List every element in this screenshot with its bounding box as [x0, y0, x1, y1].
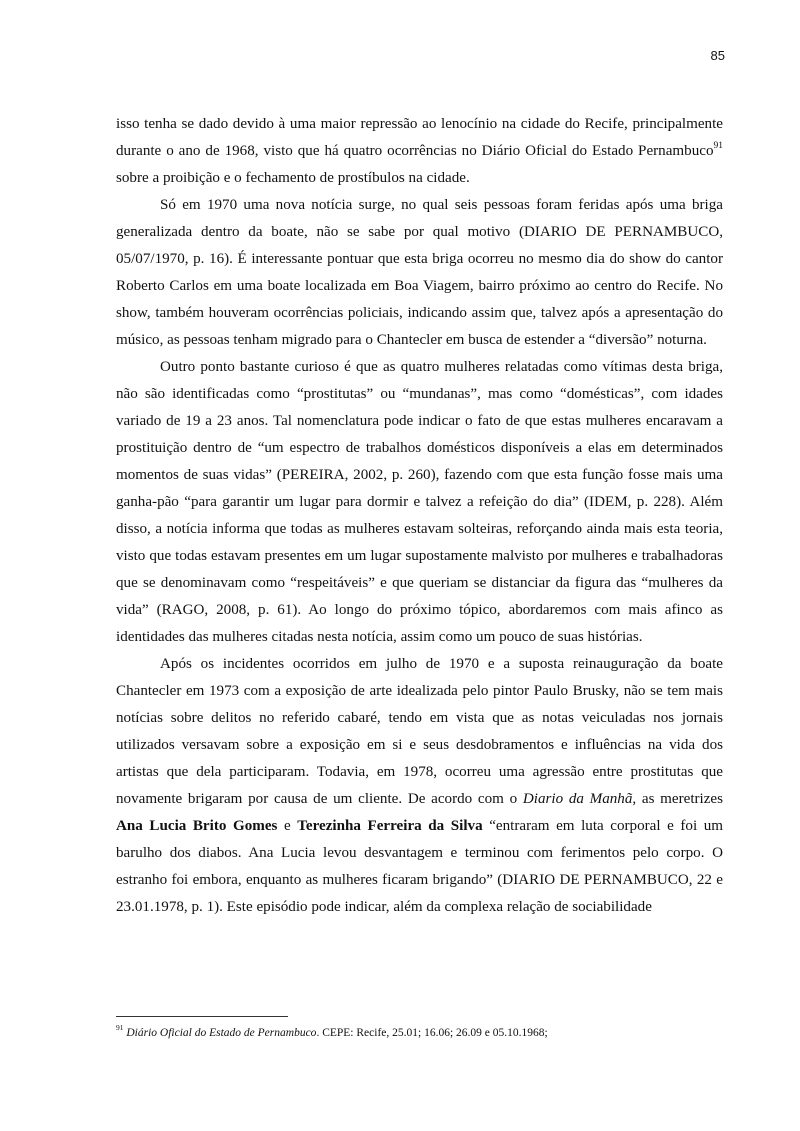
footnote-91 [116, 1023, 723, 1041]
footnote-separator [116, 1016, 288, 1017]
paragraph-3: Outro ponto bastante curioso é que as quatro mulheres relatadas como vítimas desta briga, não são identificadas como “prostitutas” ou “mundanas”, mas como “domésticas”, com idades variado de 19 a 23 anos. Tal nomenclatura pode indicar o fato de que estas mulheres encaravam a prostituição dentro de “um espectro de trabalhos domésticos disponíveis a elas em determinados momentos de suas vidas” (PEREIRA, 2002, p. 260), fazendo com que esta função fosse mais uma ganha-pão “para garantir um lugar para dormir e talvez a refeição do dia” (IDEM, p. 228). Além disso, a notícia informa que todas as mulheres estavam solteiras, reforçando ainda mais esta teoria, visto que todas estavam presentes em um lugar supostamente malvisto por mulheres e trabalhadoras que se denominavam como “respeitáveis” e que queriam se distanciar da figura das “mulheres da vida” (RAGO, 2008, p. 61). Ao longo do próximo tópico, abordaremos com mais afinco as identidades das mulheres citadas nesta notícia, assim como um pouco de suas histórias. [116, 359, 723, 645]
footnote-ref-91: 91 [713, 140, 723, 151]
footnote-source: Diário Oficial do Estado de Pernambuco [126, 1027, 317, 1039]
paragraph-4-text-d: “entraram em luta corporal e foi um barulho dos diabos. Ana Lucia levou desvantagem e terminou com ferimentos pelo corpo. O estranho foi embora, enquanto as mulheres ficaram brigando” (DIARIO DE PERNAMBUCO, 22 e 23.01.1978, p. 1). Este episódio pode indicar, além da complexa relação de sociabilidade [116, 818, 724, 915]
paragraph-1-text: isso tenha se dado devido à uma maior repressão ao lenocínio na cidade do Recife, principalmente durante o ano de 1968, visto que há quatro ocorrências no Diário Oficial do Estado Pernambuco [116, 116, 723, 159]
name-ana-lucia: Ana Lucia Brito Gomes [116, 818, 278, 834]
footnote-number: 91 [116, 1023, 124, 1033]
paragraph-1-text-after: sobre a proibição e o fechamento de prostíbulos na cidade. [116, 170, 470, 186]
newspaper-title: Diario da Manhã [522, 791, 633, 807]
paragraph-4-text-c: e [277, 818, 298, 834]
paragraph-4-text-a: Após os incidentes ocorridos em julho de 1970 e a suposta reinauguração da boate Chantecler em 1973 com a exposição de arte idealizada pelo pintor Paulo Brusky, não se tem mais notícias sobre delitos no referido cabaré, tendo em vista que as notas veiculadas nos jornais utilizados versavam sobre a exposição em si e seus desdobramentos e influências na vida dos artistas que dela participaram. Todavia, em 1978, ocorreu uma agressão entre prostitutas que novamente brigaram por causa de um cliente. De acordo com o [116, 656, 723, 807]
name-terezinha: Terezinha Ferreira da Silva [297, 818, 483, 834]
paragraph-4-text-b: , as meretrizes [632, 791, 724, 807]
paragraph-1 [116, 111, 723, 192]
page-number: 85 [710, 48, 725, 63]
paragraph-2: Só em 1970 uma nova notícia surge, no qual seis pessoas foram feridas após uma briga generalizada dentro da boate, não se sabe por qual motivo (DIARIO DE PERNAMBUCO, 05/07/1970, p. 16). É interessante pontuar que esta briga ocorreu no mesmo dia do show do cantor Roberto Carlos em uma boate localizada em Boa Viagem, bairro próximo ao centro do Recife. No show, também houveram ocorrências policiais, indicando assim que, talvez após a apresentação do músico, as pessoas tenham migrado para o Chantecler em busca de estender a “diversão” noturna. [116, 197, 723, 348]
paragraph-4 [116, 651, 723, 921]
body-text [116, 111, 723, 921]
footnote-details: . CEPE: Recife, 25.01; 16.06; 26.09 e 05.10.1968; [316, 1027, 548, 1039]
